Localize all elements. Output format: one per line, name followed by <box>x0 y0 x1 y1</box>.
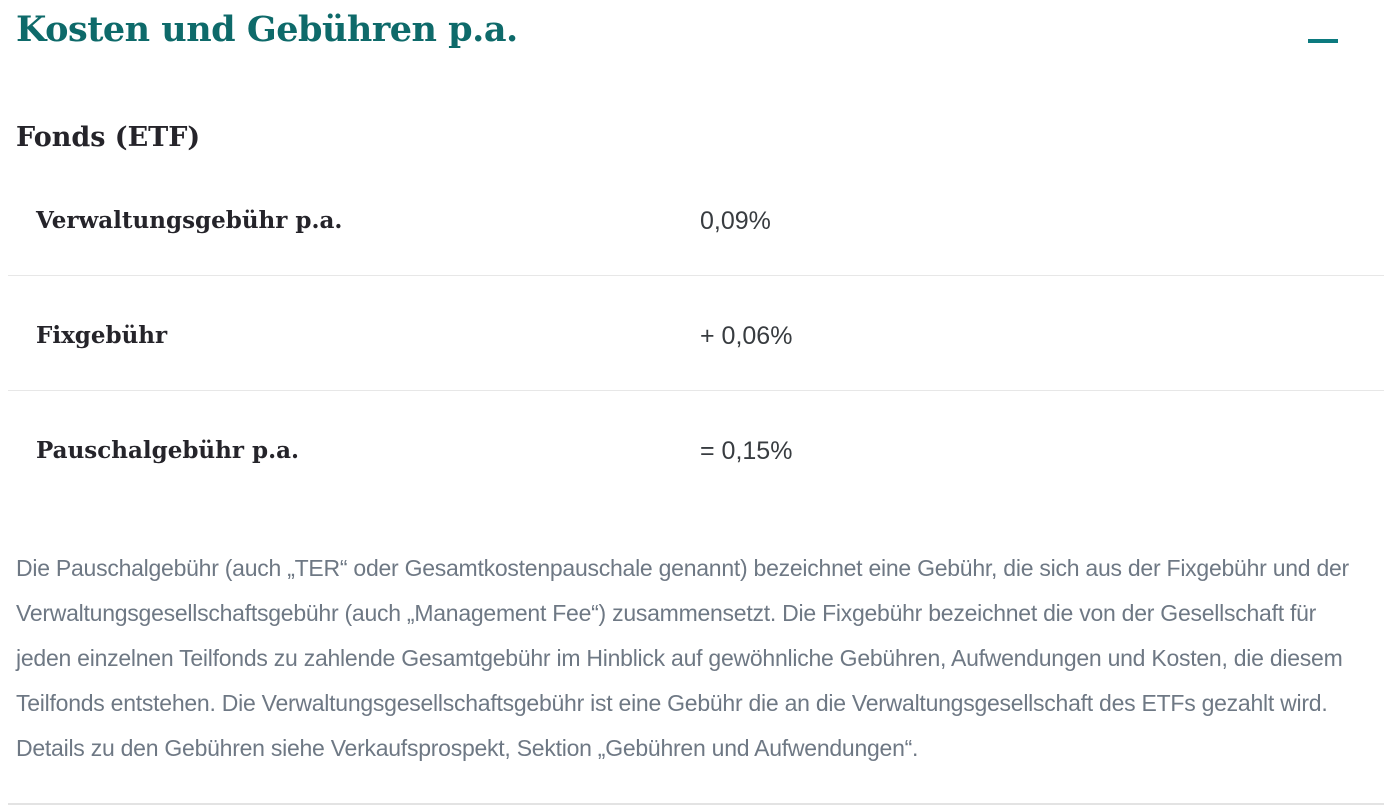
fee-label: Fixgebühr <box>36 322 168 349</box>
table-row <box>8 276 1384 391</box>
section-divider <box>8 803 1384 805</box>
subsection-title: Fonds (ETF) <box>16 122 201 153</box>
fees-table <box>8 161 1384 506</box>
fees-description: Die Pauschalgebühr (auch „TER“ oder Gesamtkostenpauschale genannt) bezeichnet eine Gebühr, die sich aus der Fixgebühr und der Verwaltungsgesellschaftsgebühr (auch „Management Fee“) zusammensetzt. Die Fixgebühr bezeichnet die von der Gesellschaft für jeden einzelnen Teilfonds zu zahlende Gesamtgebühr im Hinblick auf gewöhnliche Gebühren, Aufwendungen und Kosten, die diesem Teilfonds entstehen. Die Verwaltungsgesellschaftsgebühr ist eine Gebühr die an die Verwaltungsgesellschaft des ETFs gezahlt wird. Details zu den Gebühren siehe Verkaufsprospekt, Sektion „Gebühren und Aufwendungen“. <box>16 555 1349 761</box>
fee-value: = 0,15% <box>700 437 793 465</box>
fee-label: Verwaltungsgebühr p.a. <box>36 207 343 234</box>
collapse-toggle-button[interactable] <box>1302 30 1344 52</box>
minus-icon <box>1308 39 1338 43</box>
table-row <box>8 161 1384 276</box>
table-row <box>8 391 1384 506</box>
fee-value: 0,09% <box>700 207 771 235</box>
fee-label: Pauschalgebühr p.a. <box>36 437 299 464</box>
section-title: Kosten und Gebühren p.a. <box>16 9 518 50</box>
fee-value: + 0,06% <box>700 322 793 350</box>
